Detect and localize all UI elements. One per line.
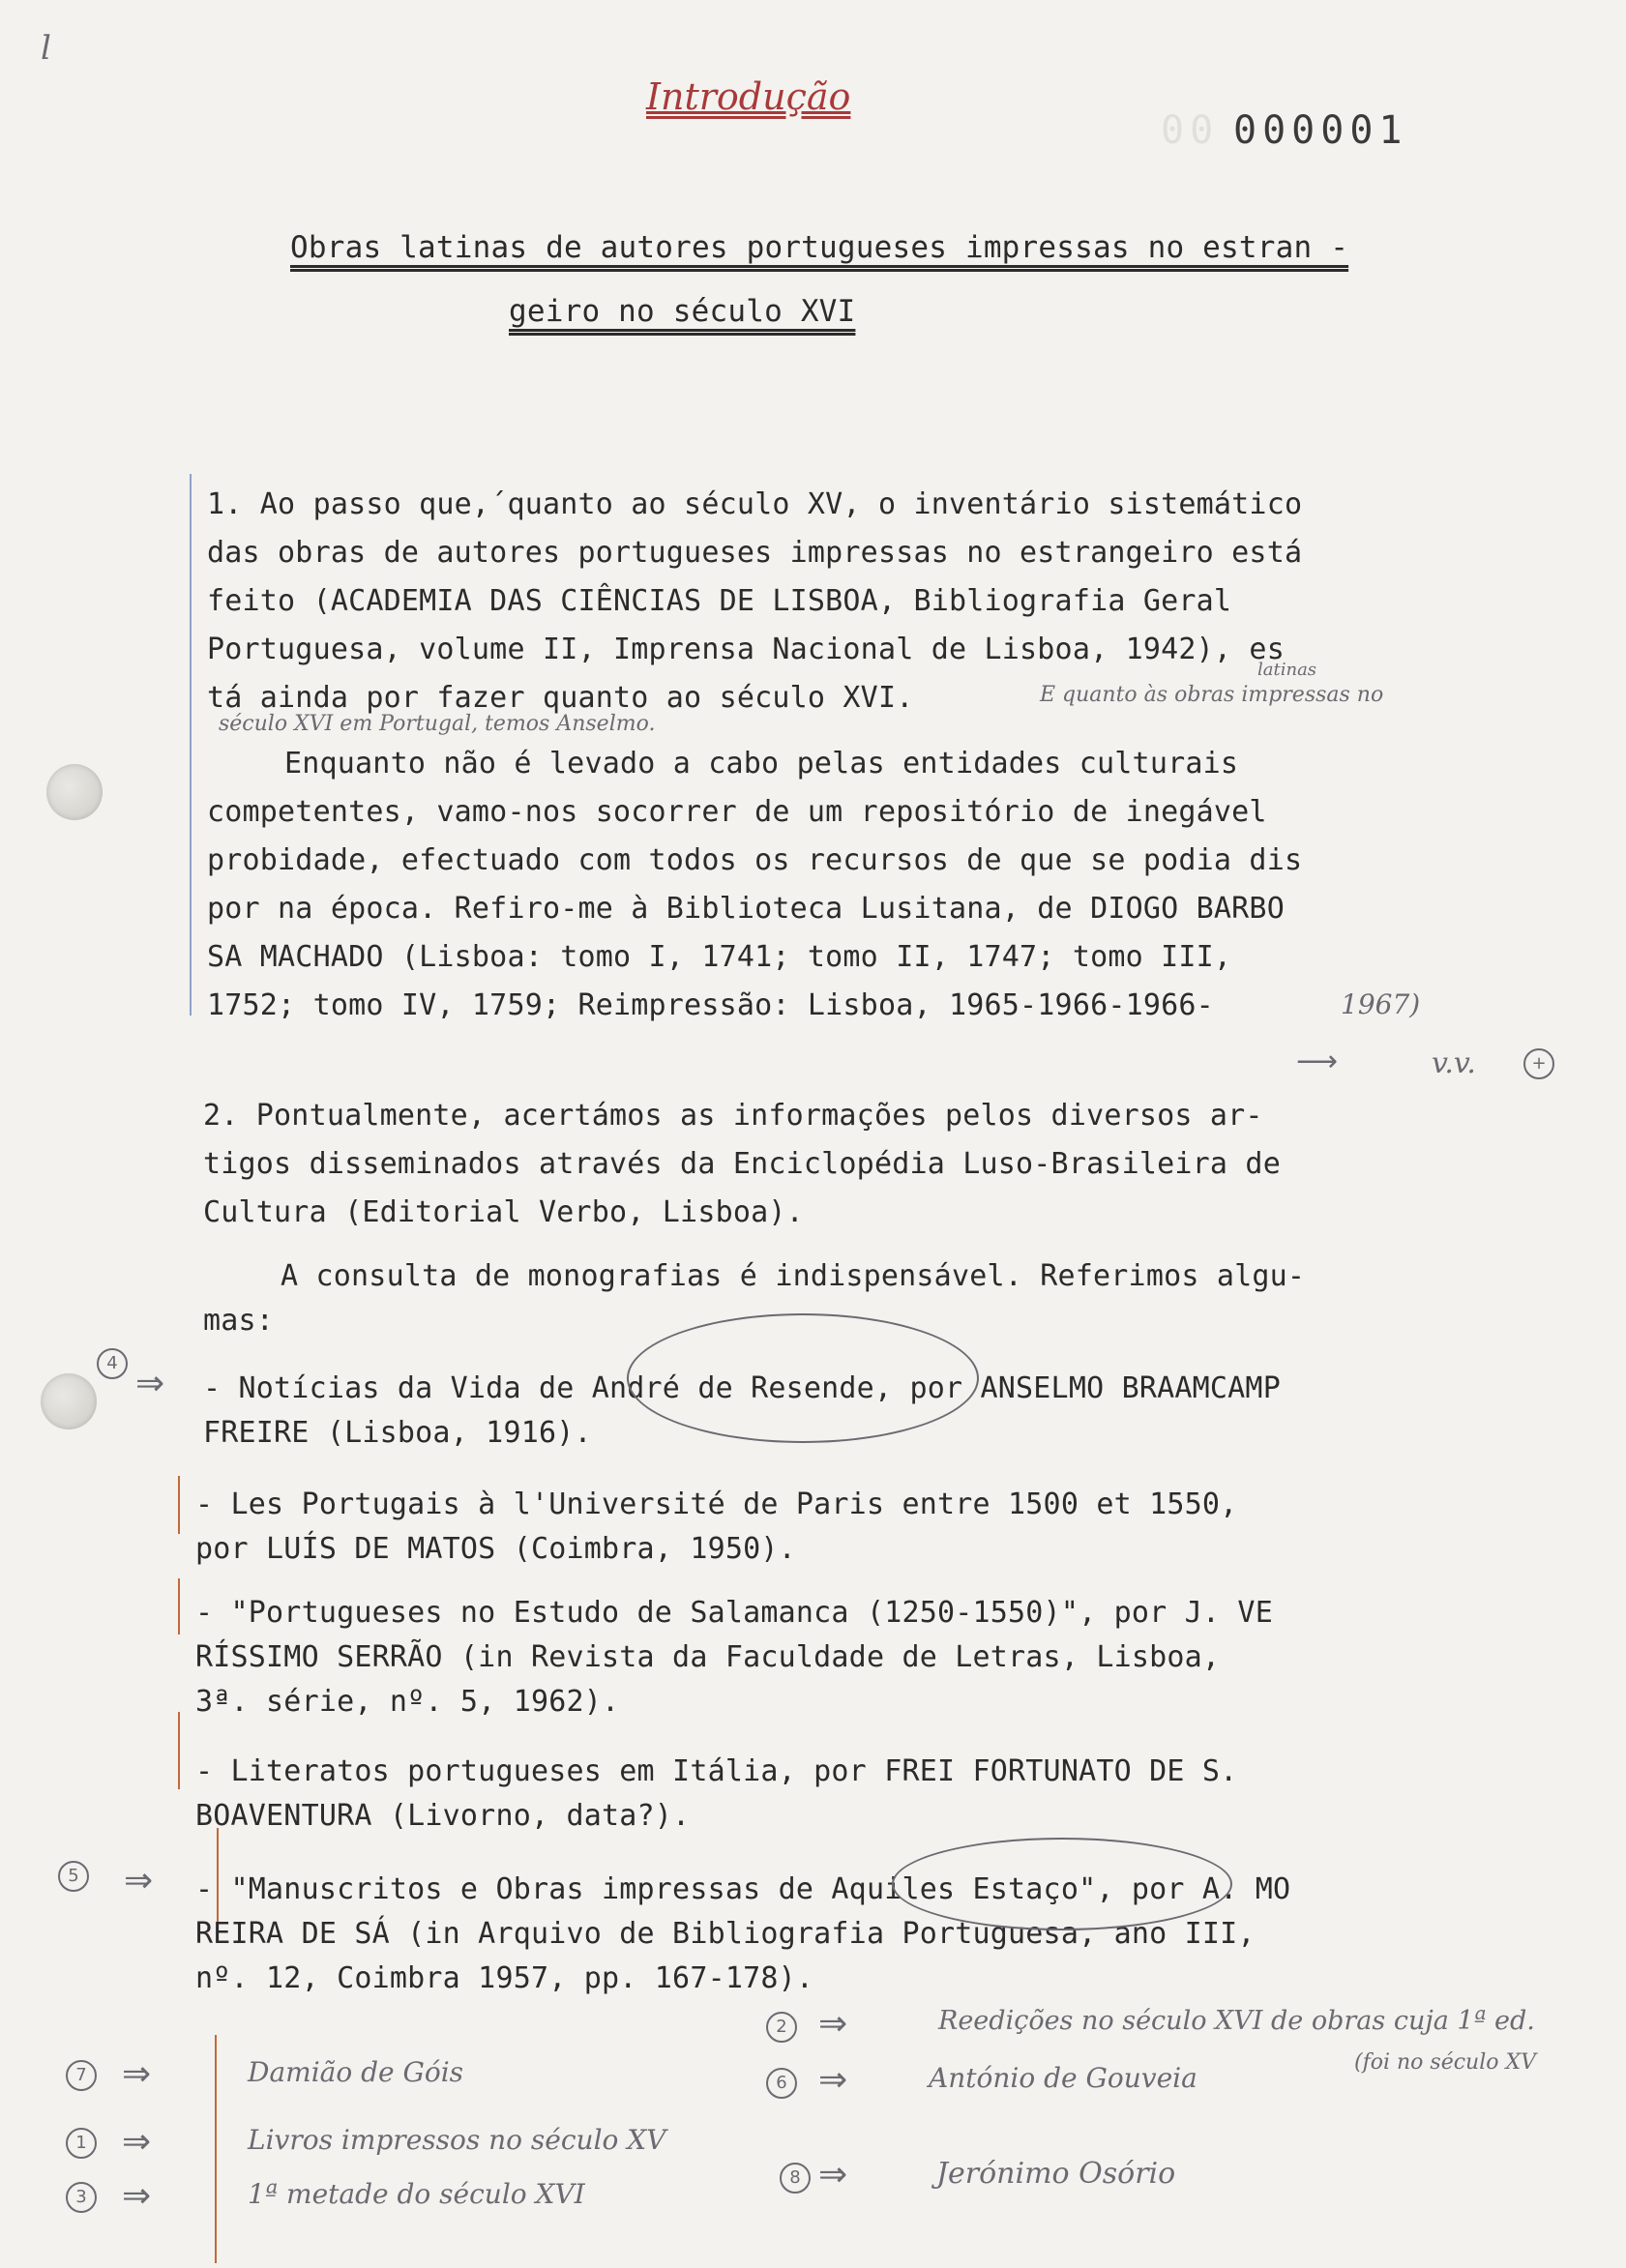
bottom-left-arrow-1: ⇒: [122, 2054, 152, 2094]
bottom-right-marker-8: 8: [780, 2163, 811, 2194]
bottom-right-note-2: António de Gouveia: [929, 2062, 1197, 2094]
para1-line-2: das obras de autores portugueses impressas no estrangeiro está: [207, 536, 1303, 570]
para1-handnote-a: E quanto às obras impressas no: [1040, 683, 1384, 707]
para4-line-1: A consulta de monografias é indispensável. Referimos algu-: [281, 1259, 1306, 1293]
list-arrow-5: ⇒: [124, 1861, 154, 1900]
para3-line-3: Cultura (Editorial Verbo, Lisboa).: [203, 1195, 804, 1229]
title-line-2: geiro no século XVI: [509, 294, 856, 329]
para2-line-3: probidade, efectuado com todos os recursos de que se podia dis: [207, 843, 1303, 877]
list-item-1-line-1: - Notícias da Vida de André de Resende, por ANSELMO BRAAMCAMP: [203, 1371, 1281, 1405]
para2-line-1: Enquanto não é levado a cabo pelas entidades culturais: [284, 747, 1239, 781]
list-item-5-line-1: - "Manuscritos e Obras impressas de Aquiles Estaço", por A. MO: [195, 1872, 1291, 1906]
bottom-left-marker-1: 1: [66, 2128, 97, 2159]
red-bottom-line: [215, 2035, 217, 2263]
para2-hand-end: 1967): [1341, 988, 1421, 1020]
margin-mark: l: [41, 29, 51, 68]
list-item-5-line-2: REIRA DE SÁ (in Arquivo de Bibliografia Portuguesa, ano III,: [195, 1917, 1256, 1951]
bottom-right-note-1b: (foi no século XV: [1354, 2050, 1537, 2075]
bottom-left-note-2: Livros impressos no século XV: [248, 2124, 666, 2156]
bottom-left-arrow-3: ⇒: [122, 2176, 152, 2216]
para1-handnote-b: século XVI em Portugal, temos Anselmo.: [219, 712, 656, 736]
para2-line-6: 1752; tomo IV, 1759; Reimpressão: Lisboa, 1965-1966-1966-: [207, 988, 1214, 1022]
list-item-3-line-1: - "Portugueses no Estudo de Salamanca (1250-1550)", por J. VE: [195, 1596, 1273, 1630]
list-item-4-line-2: BOAVENTURA (Livorno, data?).: [195, 1799, 691, 1833]
bottom-left-note-1: Damião de Góis: [248, 2056, 464, 2088]
para1-handnote-above: latinas: [1257, 660, 1317, 680]
bottom-right-note-1: Reedições no século XVI de obras cuja 1ª ed.: [938, 2006, 1535, 2036]
bottom-right-arrow-2: ⇒: [818, 2060, 848, 2100]
red-margin-2: [178, 1578, 180, 1635]
list-item-3-line-2: RÍSSIMO SERRÃO (in Revista da Faculdade de Letras, Lisboa,: [195, 1640, 1221, 1674]
para2-margin-note: v.v.: [1432, 1046, 1476, 1080]
para1-line-3: feito (ACADEMIA DAS CIÊNCIAS DE LISBOA, Bibliografia Geral: [207, 584, 1232, 618]
bottom-right-marker-2: 2: [766, 2012, 797, 2043]
para2-line-4: por na época. Refiro-me à Biblioteca Lusitana, de DIOGO BARBO: [207, 892, 1285, 926]
list-item-1-line-2: FREIRE (Lisboa, 1916).: [203, 1416, 592, 1450]
red-margin-3: [178, 1712, 180, 1789]
bottom-right-marker-6: 6: [766, 2068, 797, 2099]
para2-line-5: SA MACHADO (Lisboa: tomo I, 1741; tomo II, 1747; tomo III,: [207, 940, 1232, 974]
author-circle-resende: [627, 1313, 979, 1443]
margin-line-blue: [190, 474, 192, 1016]
bottom-left-arrow-2: ⇒: [122, 2122, 152, 2162]
margin-circle-mark: +: [1523, 1048, 1554, 1079]
punch-hole-top: [46, 764, 103, 820]
bottom-right-note-3: Jerónimo Osório: [936, 2157, 1176, 2191]
para4-line-2: mas:: [203, 1304, 275, 1338]
list-marker-5: 5: [58, 1861, 89, 1892]
list-item-2-line-2: por LUÍS DE MATOS (Coimbra, 1950).: [195, 1532, 796, 1566]
red-margin-1: [178, 1476, 180, 1534]
list-item-3-line-3: 3ª. série, nº. 5, 1962).: [195, 1685, 620, 1719]
title-line-1: Obras latinas de autores portugueses impressas no estran -: [290, 230, 1349, 265]
para2-line-2: competentes, vamo-nos socorrer de um repositório de inegável: [207, 795, 1267, 829]
para3-line-1: 2. Pontualmente, acertámos as informações pelos diversos ar-: [203, 1099, 1263, 1133]
bottom-left-marker-7: 7: [66, 2060, 97, 2091]
list-item-5-line-3: nº. 12, Coimbra 1957, pp. 167-178).: [195, 1961, 814, 1995]
list-item-4-line-1: - Literatos portugueses em Itália, por FREI FORTUNATO DE S.: [195, 1754, 1238, 1788]
list-item-2-line-1: - Les Portugais à l'Université de Paris entre 1500 et 1550,: [195, 1487, 1238, 1521]
list-marker-4: 4: [97, 1348, 128, 1379]
ghost-stamp: 00: [1161, 108, 1220, 153]
bottom-left-note-3: 1ª metade do século XVI: [248, 2178, 585, 2210]
para1-line-1: 1. Ao passo que,´quanto ao século XV, o inventário sistemático: [207, 487, 1303, 521]
para1-line-4: Portuguesa, volume II, Imprensa Nacional de Lisboa, 1942), es: [207, 633, 1285, 666]
bottom-right-arrow-1: ⇒: [818, 2004, 848, 2044]
punch-hole-bottom: [41, 1373, 97, 1429]
list-arrow-1: ⇒: [135, 1364, 165, 1403]
bottom-right-arrow-3: ⇒: [818, 2155, 848, 2194]
heading: Introdução: [646, 75, 851, 118]
bottom-left-marker-3: 3: [66, 2182, 97, 2213]
margin-arrow: ⟶: [1296, 1045, 1339, 1078]
page-number: 000001: [1233, 108, 1408, 153]
author-circle-estaco: [892, 1838, 1232, 1930]
para3-line-2: tigos disseminados através da Enciclopédia Luso-Brasileira de: [203, 1147, 1281, 1181]
para1-line-5: tá ainda por fazer quanto ao século XVI.: [207, 681, 914, 715]
